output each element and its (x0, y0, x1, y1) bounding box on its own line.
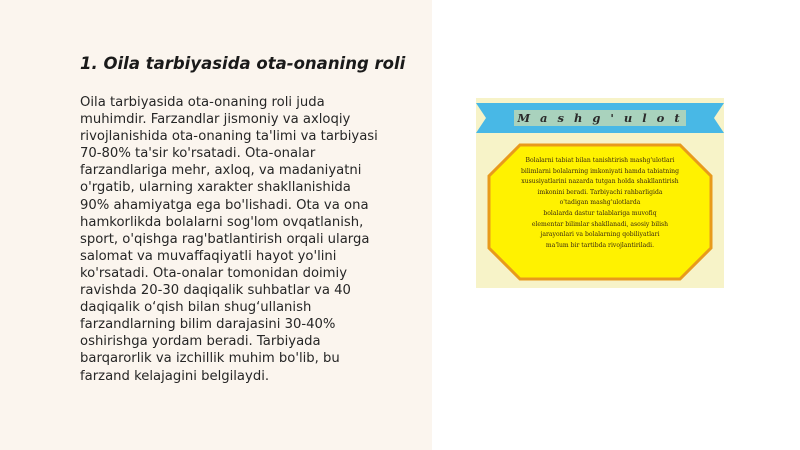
body-line: 70-80% ta'sir ko'rsatadi. Ota-onalar (80, 146, 316, 162)
body-line: daqiqalik o‘qish bilan shug‘ullanish (80, 300, 312, 316)
octagon-line: bolalarda dastur talablariga muvofiq (543, 209, 657, 217)
octagon-line: xususiyatlarini nazarda tutgan holda shakllantirish (521, 178, 679, 186)
body-line: ko'rsatadi. Ota-onalar tomonidan doimiy (80, 265, 348, 281)
banner (476, 103, 724, 133)
body-line: salomat va muvaffaqiyatli hayot yo'lini (80, 248, 337, 264)
body-line: rivojlanishida ota-onaning ta'limi va tarbiyasi (80, 129, 378, 145)
body-line: farzandlarning bilim darajasini 30-40% (80, 317, 336, 333)
octagon-line: bilimlarni bolalarning imkoniyati hamda tabiatning (520, 167, 679, 175)
body-line: sport, o'qishga rag'batlantirish orqali ularga (80, 231, 370, 247)
body-line: o'rgatib, ularning xarakter shakllanishida (80, 180, 351, 196)
body-line: ravishda 20-30 daqiqalik suhbatlar va 40 (80, 283, 351, 299)
body-line: muhimdir. Farzandlar jismoniy va axloqiy (80, 112, 351, 128)
octagon-line: elementar bilimlar shakllanadi, asosiy bilish (531, 220, 669, 228)
banner-title: M a s h g ' u l o t (517, 111, 683, 125)
octagon-line: Bolalarni tabiat bilan tanishtirish mashg'ulotlari (525, 157, 675, 164)
body-line: Oila tarbiyasida ota-onaning roli juda (80, 95, 325, 110)
body-line: farzand kelajagini belgilaydi. (80, 368, 270, 384)
body-line: 90% ahamiyatga ega bo'lishadi. Ota va ona (80, 197, 369, 213)
body-line: barqarorlik va izchillik muhim bo'lib, bu (80, 351, 340, 367)
octagon-text (502, 156, 698, 251)
body-line: farzandlariga mehr, axloq, va madaniyatni (80, 163, 362, 179)
slide-body (80, 94, 420, 385)
mashgulot-image (476, 98, 724, 288)
slide-title: 1. Oila tarbiyasida ota-onaning roli (80, 54, 406, 73)
octagon-line: jarayonlari va bolalarning qobiliyatlari (540, 231, 660, 239)
octagon-line: imkonini beradi. Tarbiyachi rahbarligida (537, 188, 663, 196)
octagon-line: ma'lum bir tartibda rivojlantiriladi. (545, 241, 655, 249)
octagon-line: o'tadigan mashg'ulotlarda (559, 199, 641, 207)
body-line: hamkorlikda bolalarni sog'lom ovqatlanish, (80, 214, 364, 230)
body-line: oshirishga yordam beradi. Tarbiyada (80, 334, 321, 350)
